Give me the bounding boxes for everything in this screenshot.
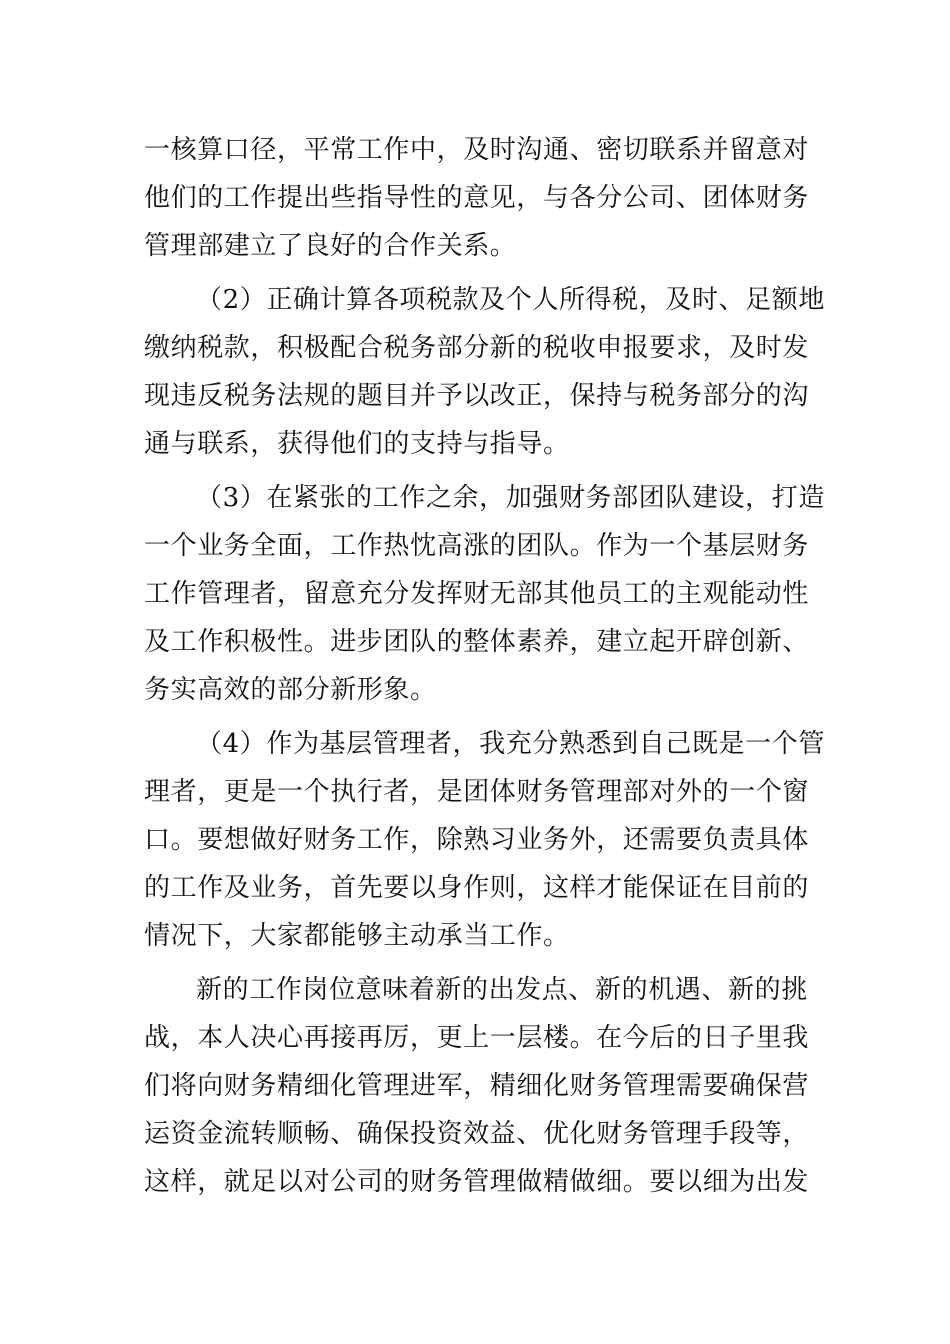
text-line: 缴纳税款，积极配合税务部分新的税收申报要求，及时发 <box>144 333 810 363</box>
text-line: 这样，就足以对公司的财务管理做精做细。要以细为出发 <box>144 1167 810 1197</box>
text-line: 口。要想做好财务工作，除熟习业务外，还需要负责具体 <box>144 825 810 855</box>
text-line: 及工作积极性。进步团队的整体素养，建立起开辟创新、 <box>144 627 810 657</box>
text-line: 新的工作岗位意味着新的出发点、新的机遇、新的挑 <box>196 975 808 1005</box>
text-line: 务实高效的部分新形象。 <box>144 675 437 705</box>
text-line: 情况下，大家都能够主动承当工作。 <box>144 921 570 951</box>
text-line: 们将向财务精细化管理进军，精细化财务管理需要确保营 <box>144 1071 810 1101</box>
text-line: 运资金流转顺畅、确保投资效益、优化财务管理手段等， <box>144 1119 810 1149</box>
text-line: 战，本人决心再接再厉，更上一层楼。在今后的日子里我 <box>144 1023 810 1053</box>
text-line: 理者，更是一个执行者，是团体财务管理部对外的一个窗 <box>144 777 810 807</box>
text-line: （3）在紧张的工作之余，加强财务部团队建设，打造 <box>196 483 825 513</box>
text-line: 一核算口径，平常工作中，及时沟通、密切联系并留意对 <box>144 135 810 165</box>
text-line: 一个业务全面，工作热忱高涨的团队。作为一个基层财务 <box>144 531 810 561</box>
text-line: 管理部建立了良好的合作关系。 <box>144 231 517 261</box>
text-line: 工作管理者，留意充分发挥财无部其他员工的主观能动性 <box>144 579 810 609</box>
text-line: 的工作及业务，首先要以身作则，这样才能保证在目前的 <box>144 873 810 903</box>
text-line: 通与联系，获得他们的支持与指导。 <box>144 429 570 459</box>
text-line: 现违反税务法规的题目并予以改正，保持与税务部分的沟 <box>144 381 810 411</box>
text-line: （4）作为基层管理者，我充分熟悉到自己既是一个管 <box>196 729 825 759</box>
text-line: 他们的工作提出些指导性的意见，与各分公司、团体财务 <box>144 183 810 213</box>
text-line: （2）正确计算各项税款及个人所得税，及时、足额地 <box>196 285 825 315</box>
